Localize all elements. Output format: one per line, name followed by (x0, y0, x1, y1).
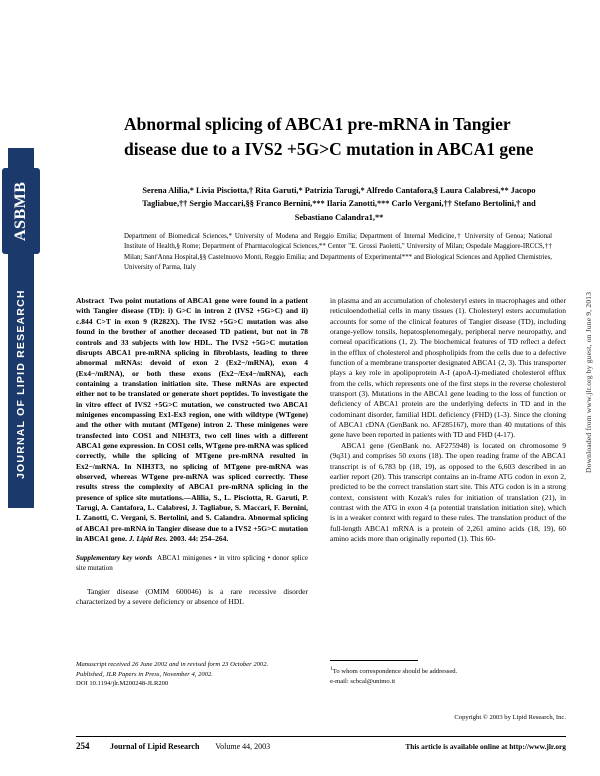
journal-spine (0, 0, 42, 776)
body-paragraph-2: ABCA1 gene (GenBank no. AF275948) is located on chromosome 9 (9q31) and comprises 50 exons (18). The open reading frame of the ABCA1 transcript is of 6,783 bp (18, 19), as opposed to the 6,603 described in an earlier report (20). This transcript contains an in-frame ATG codon in exon 2, predicted to be the correct translation start site. This ATG codon is in a strong context, consistent with Kozak's rules for initiation of translation (21), in contrast with the ATG in exon 4 (a potential translation initiation site), which is in a weaker context with regard to these rules. The translation product of the full-length ABCA1 mRNA is a protein of 2,261 amino acids (18, 19), 60 amino acids more than originally reported (1). This 60- (330, 440, 566, 543)
abstract-journal-ref-tail: 2003. 44: 254–264. (169, 534, 229, 544)
footnote-divider (330, 660, 418, 661)
footer-availability: This article is available online at http://www.jlr.org (405, 742, 566, 751)
footer-volume: Volume 44, 2003 (215, 742, 271, 751)
affiliations: Department of Biomedical Sciences,* University of Modena and Reggio Emilia; Department of Internal Medicine,† University of Genoa; National Institute of Health,§ Rome; Department of Pharmacological Sciences,** Center "E. Grossi Paoletti," University of Milan; Ospedale Maggiore-IRCCS,†† Milan; Sant'Anna Hospital,§§ Castelnuovo Monti, Reggio Emilia; and Departments of Experimental*** and Biological Sciences and Applied Chemistries, University of Parma, Italy (124, 233, 552, 272)
manuscript-published: Published, JLR Papers in Press, November 4, 2002. (76, 670, 213, 678)
body-paragraph-1: in plasma and an accumulation of cholesteryl esters in macrophages and other reticuloendothelial cells in many tissues (1). Cholesteryl esters accumulation accounts for some of the clinical features of Tangier disease (TD), including orange-yellow tonsils, hepatosplenomegaly, peripheral nerve neuropathy, and corneal opacifications (1, 2). The biochemical features of TD reflect a defect in the efflux of cholesterol and phospholipids from the cells due to a defective function of a membrane transporter designated ABCA1 (2, 3). This transporter plays a key role in apolipoprotein A-I (apoA-I)-mediated cholesterol efflux from the cells, which represents one of the first steps in the reverse cholesterol transport (3). Mutations in the ABCA1 gene leading to the loss of function or deficiency of ABCA1 protein are the underlying defects in TD and in the codominant disorder, familial HDL deficiency (FHD) (1-3). Since the cloning of ABCA1 cDNA (GenBank no. AF285167), more than 40 mutations of this gene have been reported in patients with TD and FHD (4-17). (330, 296, 566, 440)
correspondence-footnote (330, 660, 566, 687)
abstract-heading: Abstract (76, 296, 105, 305)
body-paragraph-intro: Tangier disease (OMIM 600046) is a rare recessive disorder characterized by a severe deficiency or absence of HDL (76, 586, 308, 606)
copyright-line: Copyright © 2003 by Lipid Research, Inc. (454, 714, 566, 721)
page-footer (76, 736, 566, 751)
abstract-paragraph (76, 296, 308, 544)
download-source-note: Downloaded from www.jlr.org by guest, on June 9, 2013 (584, 291, 593, 473)
abstract-text: Two point mutations of ABCA1 gene were found in a patient with Tangier disease (TD): i) G>C in intron 2 (IVS2 +5G>C) and ii) c.844 C>T in exon 9 (R282X). The IVS2 +5G>C mutation was also found in the brother of another deceased TD patient, but not in 78 controls and 33 subjects with low HDL. The IVS2 +5G>C mutation disrupts ABCA1 pre-mRNA splicing in fibroblasts, leading to three abnormal mRNAs: devoid of exon 2 (Ex2−/mRNA), exon 4 (Ex4−/mRNA), or both these exons (Ex2−/Ex4−/mRNA), each containing a translation initiation site. These mRNAs are expected either not to be translated or generate short peptides. To investigate the in vitro effect of IVS2 +5G>C mutation, we constructed two ABCA1 minigenes encompassing Ex1-Ex3 region, one with wildtype (WTgene) and the other with mutant (MTgene) intron 2. These minigenes were transfected into COS1 and NIH3T3, two cell lines with a different ABCA1 gene expression. In COS1 cells, WTgene pre-mRNA was spliced correctly, while the splicing of MTgene pre-mRNA resulted in Ex2−/mRNA. In NIH3T3, no splicing of MTgene pre-mRNA was observed, whereas WTgene pre-mRNA was spliced correctly. These results stress the complexity of ABCA1 pre-mRNA splicing in the presence of splice site mutations. (76, 296, 308, 502)
footer-journal-name: Journal of Lipid Research (110, 742, 200, 751)
article-doi: DOI 10.1194/jlr.M200248-JLR200 (76, 680, 169, 688)
asbmb-logo: ASBMB (2, 168, 40, 254)
footer-page-number: 254 (76, 741, 90, 751)
column-right (330, 296, 566, 544)
correspondence-line (330, 665, 566, 677)
abstract-block (76, 296, 308, 544)
keywords-label: Supplementary key words (76, 554, 153, 563)
correspondence-email: e-mail: scbcal@unimo.it (330, 678, 396, 686)
manuscript-received: Manuscript received 26 June 2002 and in revised form 23 October 2002. (76, 661, 269, 668)
keywords-block (76, 554, 308, 573)
spine-journal-title: JOURNAL OF LIPID RESEARCH (15, 289, 27, 479)
manuscript-history (76, 660, 308, 689)
article-content (46, 0, 582, 776)
footnote-marker: 1 (330, 666, 333, 672)
abstract-citation: —Alilia, S., L. Pisciotta, R. Garuti, P. Tarugi, A. Cantafora, L. Calabresi, J. Tagliabue, S. Maccari, F. Bernini, I. Zanotti, C. Vergani, S. Bertolini, and S. Calandra. Abnormal splicing of ABCA1 pre-mRNA in Tangier disease due to a IVS2 +5G>C mutation in ABCA1 gene. (76, 492, 308, 544)
page-title: Abnormal splicing of ABCA1 pre-mRNA in Tangier disease due to a IVS2 +5G>C mutation in ABCA1 gene (124, 113, 534, 160)
correspondence-text: To whom correspondence should be addressed. (332, 668, 458, 676)
author-list: Serena Alilia,* Livia Pisciotta,† Rita Garuti,* Patrizia Tarugi,* Alfredo Cantafora,§ Laura Calabresi,** Jacopo Tagliabue,†† Sergio Maccari,§§ Franco Bernini,*** Ilaria Zanotti,*** Carlo Vergani,†† Stefano Bertolini,† and Sebastiano Calandra1,** (142, 186, 536, 222)
column-left (76, 296, 308, 607)
abstract-journal-ref: J. Lipid Res. (128, 534, 168, 544)
keywords-text: ABCA1 minigenes • in vitro splicing • donor splice site mutation (76, 554, 309, 573)
